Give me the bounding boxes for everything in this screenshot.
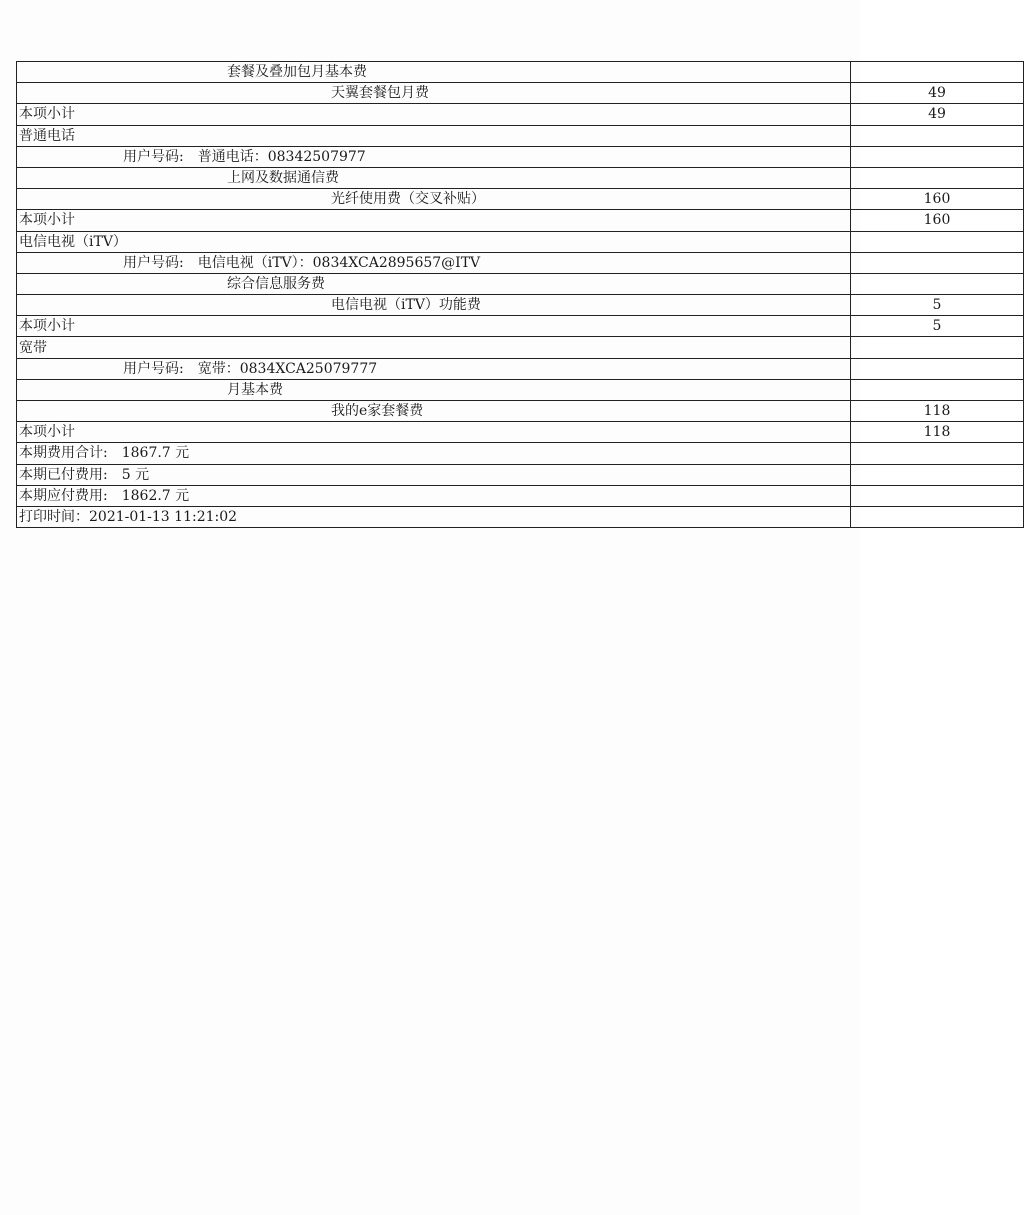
row-label: 综合信息服务费 bbox=[17, 273, 851, 294]
row-label: 用户号码: 普通电话：08342507977 bbox=[17, 146, 851, 167]
row-label: 电信电视（iTV） bbox=[17, 231, 851, 252]
bill-table bbox=[16, 61, 1024, 528]
bill-row bbox=[17, 210, 1024, 231]
row-amount: 118 bbox=[851, 422, 1024, 443]
row-amount bbox=[851, 167, 1024, 188]
print-time-row bbox=[17, 506, 1024, 527]
bill-row bbox=[17, 167, 1024, 188]
row-label: 我的e家套餐费 bbox=[17, 401, 851, 422]
bill-row bbox=[17, 273, 1024, 294]
row-amount bbox=[851, 252, 1024, 273]
bill-total-row bbox=[17, 443, 1024, 464]
bill-row bbox=[17, 231, 1024, 252]
print-time: 打印时间：2021-01-13 11:21:02 bbox=[17, 506, 851, 527]
row-amount bbox=[851, 464, 1024, 485]
row-label: 本项小计 bbox=[17, 422, 851, 443]
row-amount bbox=[851, 443, 1024, 464]
bill-row bbox=[17, 62, 1024, 83]
row-amount bbox=[851, 379, 1024, 400]
bill-row bbox=[17, 401, 1024, 422]
row-amount bbox=[851, 506, 1024, 527]
bill-row bbox=[17, 125, 1024, 146]
row-label: 本项小计 bbox=[17, 316, 851, 337]
bill-row bbox=[17, 295, 1024, 316]
row-label: 光纤使用费（交叉补贴） bbox=[17, 189, 851, 210]
row-label: 宽带 bbox=[17, 337, 851, 358]
row-amount: 5 bbox=[851, 295, 1024, 316]
row-label: 本项小计 bbox=[17, 210, 851, 231]
row-label: 用户号码: 宽带：0834XCA25079777 bbox=[17, 358, 851, 379]
row-label: 天翼套餐包月费 bbox=[17, 83, 851, 104]
total-charges: 本期费用合计: 1867.7 元 bbox=[17, 443, 851, 464]
bill-due-row bbox=[17, 485, 1024, 506]
row-amount: 49 bbox=[851, 83, 1024, 104]
row-amount bbox=[851, 146, 1024, 167]
row-amount: 118 bbox=[851, 401, 1024, 422]
row-amount: 49 bbox=[851, 104, 1024, 125]
bill-row bbox=[17, 358, 1024, 379]
row-amount bbox=[851, 231, 1024, 252]
row-amount bbox=[851, 273, 1024, 294]
row-amount bbox=[851, 358, 1024, 379]
bill-row bbox=[17, 83, 1024, 104]
row-amount bbox=[851, 62, 1024, 83]
bill-row bbox=[17, 316, 1024, 337]
bill-row bbox=[17, 379, 1024, 400]
bill-row bbox=[17, 146, 1024, 167]
bill-row bbox=[17, 189, 1024, 210]
bill-row bbox=[17, 422, 1024, 443]
row-amount: 5 bbox=[851, 316, 1024, 337]
row-amount bbox=[851, 485, 1024, 506]
bill-row bbox=[17, 252, 1024, 273]
row-amount bbox=[851, 337, 1024, 358]
row-label: 上网及数据通信费 bbox=[17, 167, 851, 188]
bill-paid-row bbox=[17, 464, 1024, 485]
row-label: 套餐及叠加包月基本费 bbox=[17, 62, 851, 83]
bill-table-body bbox=[17, 62, 1024, 528]
row-label: 月基本费 bbox=[17, 379, 851, 400]
paid-charges: 本期已付费用: 5 元 bbox=[17, 464, 851, 485]
row-label: 普通电话 bbox=[17, 125, 851, 146]
due-charges: 本期应付费用: 1862.7 元 bbox=[17, 485, 851, 506]
bill-row bbox=[17, 104, 1024, 125]
row-amount: 160 bbox=[851, 189, 1024, 210]
row-amount: 160 bbox=[851, 210, 1024, 231]
row-label: 本项小计 bbox=[17, 104, 851, 125]
row-label: 电信电视（iTV）功能费 bbox=[17, 295, 851, 316]
row-label: 用户号码: 电信电视（iTV）：0834XCA2895657@ITV bbox=[17, 252, 851, 273]
bill-row bbox=[17, 337, 1024, 358]
row-amount bbox=[851, 125, 1024, 146]
